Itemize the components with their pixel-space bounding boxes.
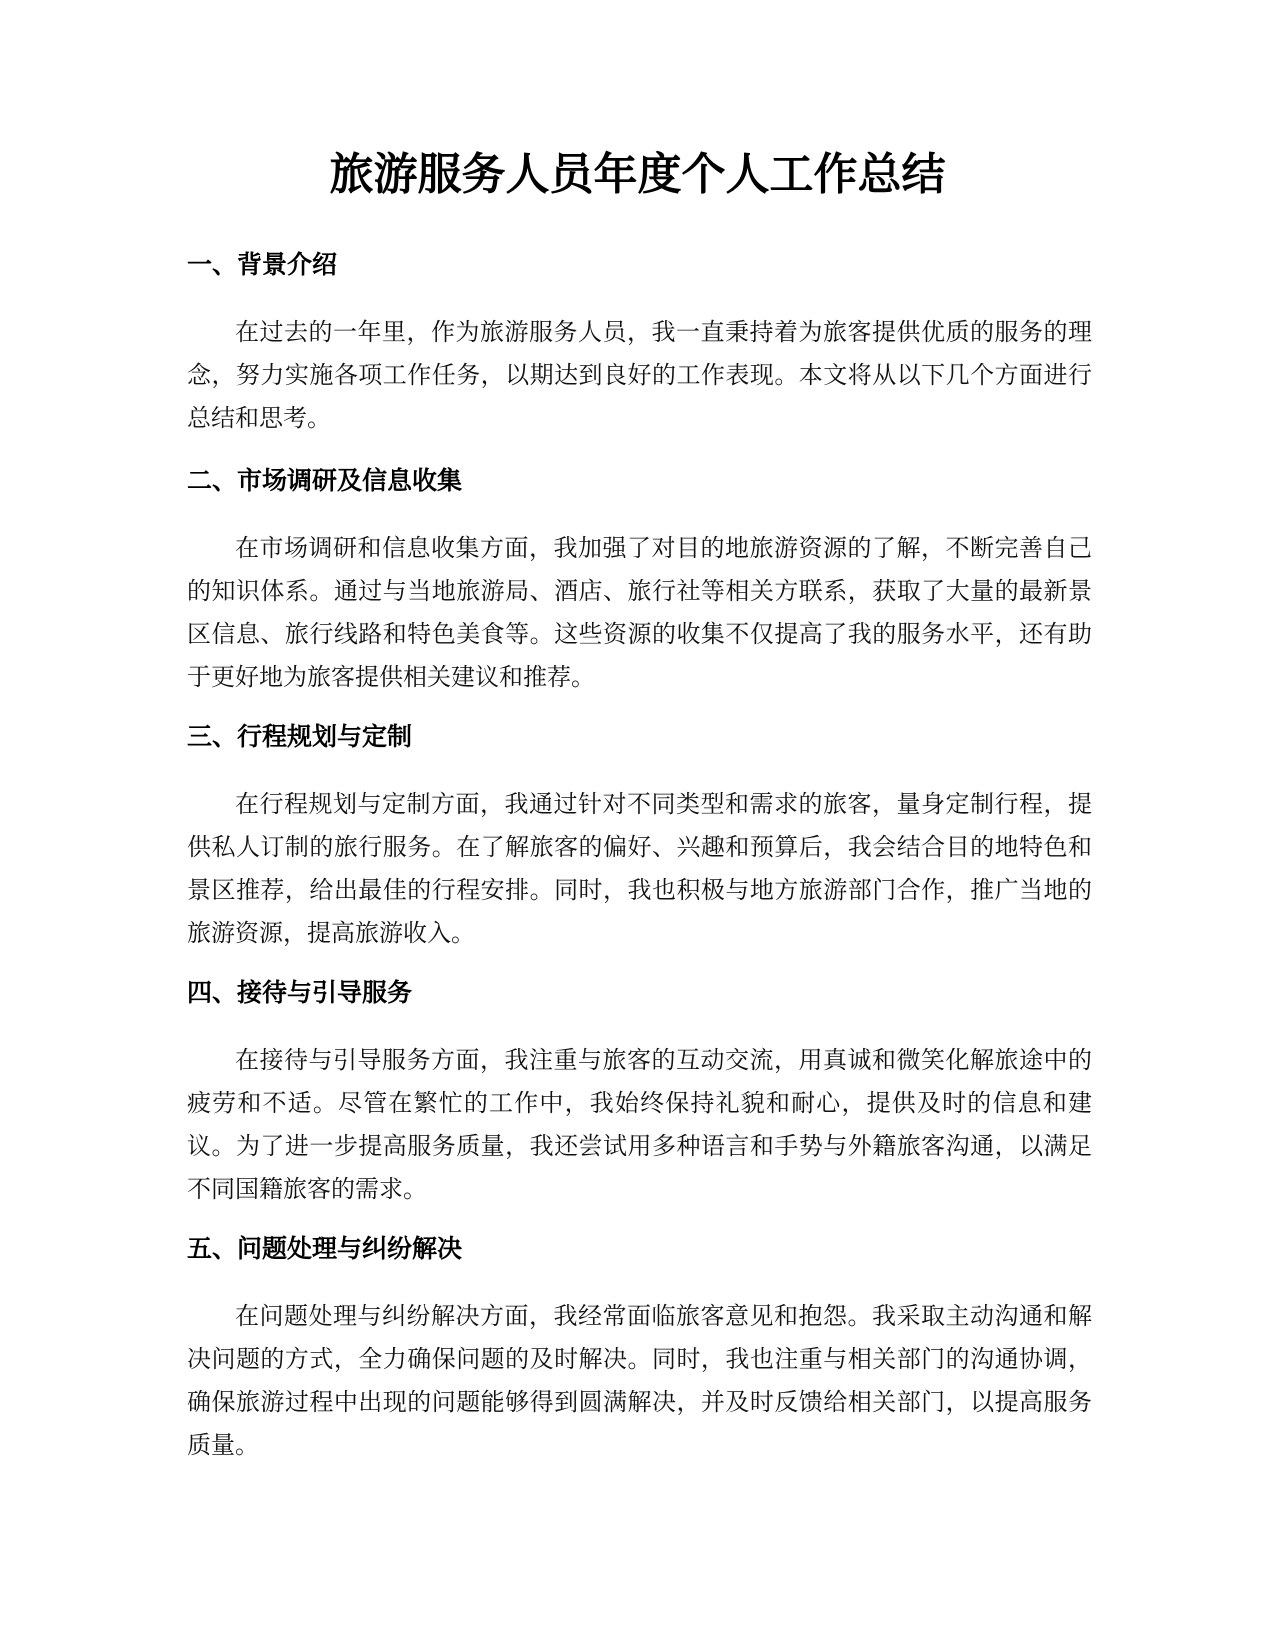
section-itinerary-planning bbox=[187, 720, 1092, 955]
section-problem-handling bbox=[187, 1232, 1092, 1467]
section-heading: 三、行程规划与定制 bbox=[187, 722, 413, 751]
section-paragraph: 在市场调研和信息收集方面，我加强了对目的地旅游资源的了解，不断完善自己的知识体系。通过与当地旅游局、酒店、旅行社等相关方联系，获取了大量的最新景区信息、旅行线路和特色美食等。这些资源的收集不仅提高了我的服务水平，还有助于更好地为旅客提供相关建议和推荐。 bbox=[187, 534, 1092, 691]
section-reception-service bbox=[187, 976, 1092, 1211]
section-heading: 五、问题处理与纠纷解决 bbox=[187, 1234, 463, 1263]
section-paragraph: 在接待与引导服务方面，我注重与旅客的互动交流，用真诚和微笑化解旅途中的疲劳和不适。尽管在繁忙的工作中，我始终保持礼貌和耐心，提供及时的信息和建议。为了进一步提高服务质量，我还尝试用多种语言和手势与外籍旅客沟通，以满足不同国籍旅客的需求。 bbox=[187, 1046, 1092, 1203]
section-heading: 二、市场调研及信息收集 bbox=[187, 466, 463, 495]
section-paragraph: 在问题处理与纠纷解决方面，我经常面临旅客意见和抱怨。我采取主动沟通和解决问题的方式，全力确保问题的及时解决。同时，我也注重与相关部门的沟通协调，确保旅游过程中出现的问题能够得到圆满解决，并及时反馈给相关部门，以提高服务质量。 bbox=[187, 1302, 1092, 1459]
section-market-research bbox=[187, 464, 1092, 699]
page-title: 旅游服务人员年度个人工作总结 bbox=[329, 149, 946, 200]
section-paragraph: 在过去的一年里，作为旅游服务人员，我一直秉持着为旅客提供优质的服务的理念，努力实施各项工作任务，以期达到良好的工作表现。本文将从以下几个方面进行总结和思考。 bbox=[187, 318, 1092, 432]
section-heading: 一、背景介绍 bbox=[187, 250, 338, 279]
section-background bbox=[187, 248, 1092, 440]
section-heading: 四、接待与引导服务 bbox=[187, 978, 413, 1007]
section-paragraph: 在行程规划与定制方面，我通过针对不同类型和需求的旅客，量身定制行程，提供私人订制的旅行服务。在了解旅客的偏好、兴趣和预算后，我会结合目的地特色和景区推荐，给出最佳的行程安排。同时，我也积极与地方旅游部门合作，推广当地的旅游资源，提高旅游收入。 bbox=[187, 790, 1092, 947]
